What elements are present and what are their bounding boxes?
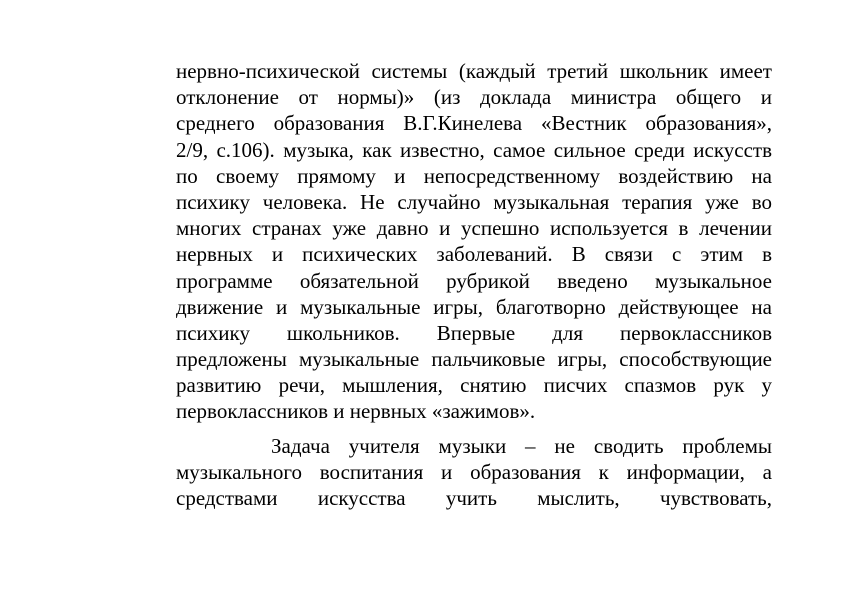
text-line: музыкального воспитания и образования к информации, а — [176, 459, 772, 484]
paragraph-2 — [176, 433, 772, 512]
text-line: средствами искусства учить мыслить, чувствовать, — [176, 486, 772, 510]
text-line: многих странах уже давно и успешно используется в лечении — [176, 216, 772, 241]
text-line: нервно-психической системы (каждый третий школьник имеет — [176, 59, 772, 83]
text-line: программе обязательной рубрикой введено музыкальное — [176, 268, 772, 293]
text-line: 2/9, с.106). музыка, как известно, самое сильное среди искусств — [176, 137, 772, 162]
paragraph-1 — [176, 58, 772, 425]
text-line: психику школьников. Впервые для первоклассников — [176, 320, 772, 345]
text-line: по своему прямому и непосредственному воздействию на — [176, 163, 772, 188]
text-line: среднего образования В.Г.Кинелева «Вестник образования», — [176, 111, 772, 136]
document-text — [176, 58, 772, 511]
text-line: развитию речи, мышления, снятию писчих спазмов рук у — [176, 373, 772, 398]
text-line: отклонение от нормы)» (из доклада министра общего и — [176, 85, 772, 110]
text-line: Задача учителя музыки – не сводить проблемы — [271, 433, 772, 458]
text-line: первоклассников и нервных «зажимов». — [176, 399, 536, 424]
text-line: психику человека. Не случайно музыкальная терапия уже во — [176, 189, 772, 214]
paragraph-spacer — [176, 425, 772, 433]
text-line: движение и музыкальные игры, благотворно действующее на — [176, 294, 772, 319]
text-line: предложены музыкальные пальчиковые игры, способствующие — [176, 347, 772, 372]
text-line: нервных и психических заболеваний. В связи с этим в — [176, 242, 772, 267]
